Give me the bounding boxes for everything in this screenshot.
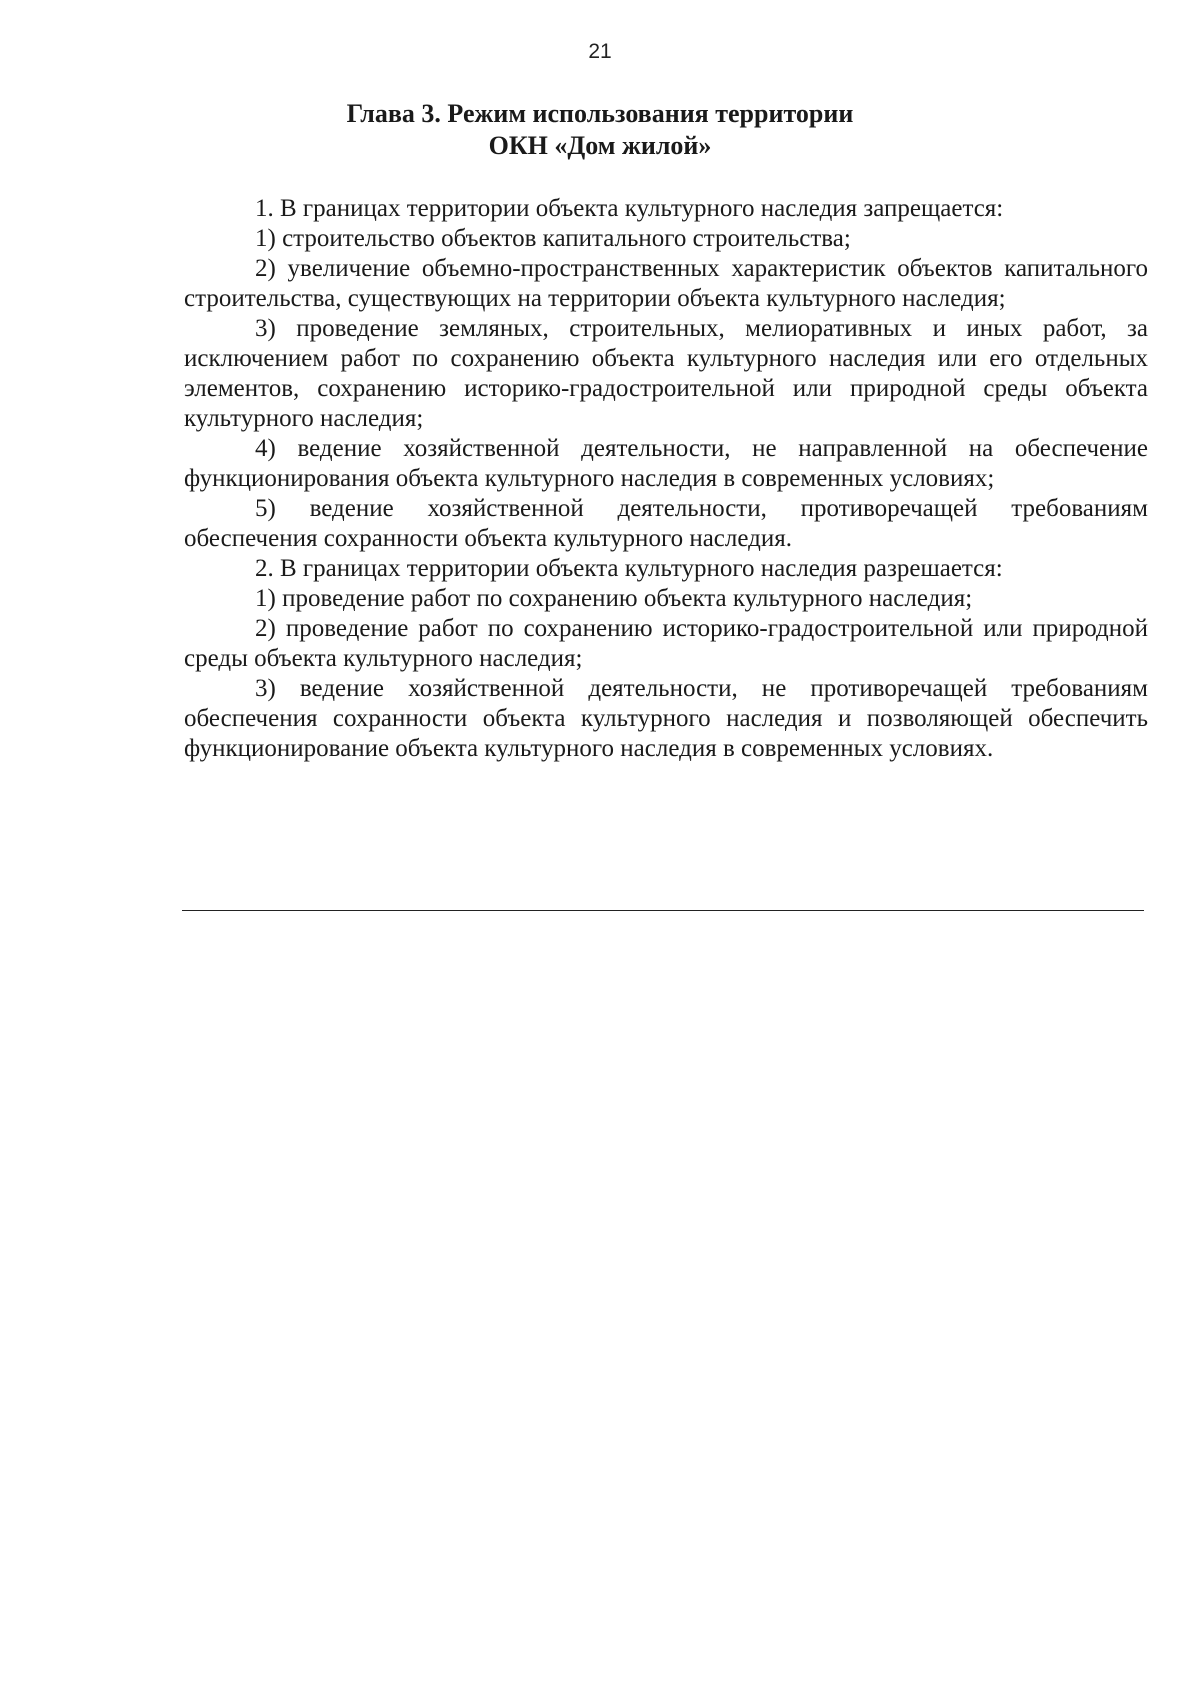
chapter-heading-line-2: ОКН «Дом жилой»: [488, 131, 712, 160]
paragraph-prohibited-item-2: 2) увеличение объемно-пространственных характеристик объектов капитального строительства, существующих на территории объекта культурного наследия;: [184, 255, 1148, 312]
paragraph-prohibited-item-1: 1) строительство объектов капитального строительства;: [255, 225, 851, 252]
paragraph-permitted-item-2: 2) проведение работ по сохранению историко-градостроительной или природной среды объекта культурного наследия;: [184, 615, 1148, 672]
paragraph-prohibited-item-5: 5) ведение хозяйственной деятельности, противоречащей требованиям обеспечения сохранности объекта культурного наследия.: [184, 495, 1148, 552]
page-number: 21: [588, 40, 612, 63]
paragraph-prohibited-item-4: 4) ведение хозяйственной деятельности, не направленной на обеспечение функционирования объекта культурного наследия в современных условиях;: [184, 435, 1148, 492]
paragraph-permitted-item-3: 3) ведение хозяйственной деятельности, не противоречащей требованиям обеспечения сохранности объекта культурного наследия и позволяющей обеспечить функционирование объекта культурного наследия в современных условиях.: [184, 675, 1148, 762]
end-divider-line: [182, 910, 1144, 911]
paragraph-permitted-item-1: 1) проведение работ по сохранению объекта культурного наследия;: [255, 585, 973, 612]
body-text: [184, 194, 1148, 764]
paragraph-prohibited-item-3: 3) проведение земляных, строительных, мелиоративных и иных работ, за исключением работ по сохранению объекта культурного наследия или его отдельных элементов, сохранению историко-градостроительной или природной среды объекта культурного наследия;: [184, 315, 1148, 432]
paragraph-prohibited-intro: 1. В границах территории объекта культурного наследия запрещается:: [255, 195, 1004, 222]
paragraph-permitted-intro: 2. В границах территории объекта культурного наследия разрешается:: [255, 555, 1003, 582]
chapter-heading: [0, 98, 1200, 162]
chapter-heading-line-1: Глава 3. Режим использования территории: [346, 99, 854, 128]
